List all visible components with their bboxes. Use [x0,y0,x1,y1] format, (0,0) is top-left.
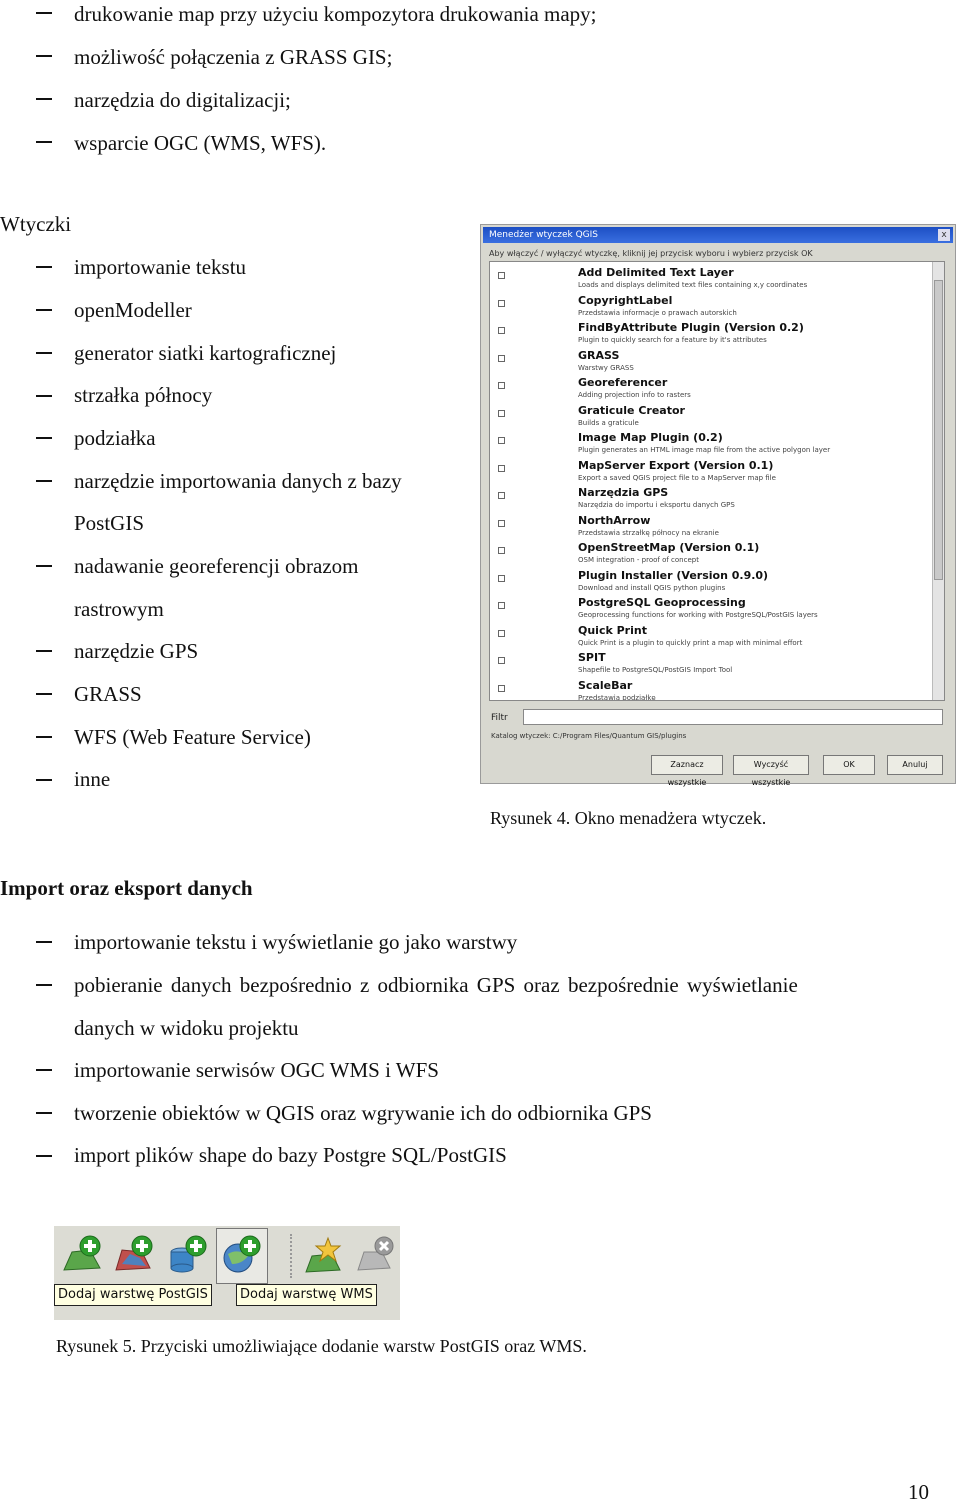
figure-caption: Rysunek 4. Okno menadżera wtyczek. [490,808,767,828]
window-description: Aby włączyć / wyłączyć wtyczkę, kliknij jej przycisk wyboru i wybierz przycisk OK [489,249,813,258]
list-item: openModeller [74,298,192,322]
close-icon[interactable]: x [938,229,950,241]
list-item: GRASS [74,682,142,706]
plugin-row[interactable] [490,596,930,624]
tooltip-add-wms: Dodaj warstwę WMS [236,1284,377,1306]
plugin-checkbox[interactable] [498,437,505,444]
list-item: importowanie tekstu i wyświetlanie go jako warstwy [74,930,518,954]
plugin-checkbox[interactable] [498,657,505,664]
bullet-dash [36,941,52,943]
qgis-toolbar [54,1226,400,1320]
plugin-checkbox[interactable] [498,602,505,609]
section-heading-import: Import oraz eksport danych [0,876,253,900]
plugin-description: Loads and displays delimited text files containing x,y coordinates [578,281,808,289]
plugin-name: MapServer Export (Version 0.1) [578,458,774,472]
list-item: pobieranie danych bezpośrednio z odbiornika GPS oraz bezpośrednie wyświetlanie [74,973,798,997]
list-item: import plików shape do bazy Postgre SQL/PostGIS [74,1143,507,1167]
plugin-name: NorthArrow [578,513,651,527]
plugin-checkbox[interactable] [498,272,505,279]
plugin-row[interactable] [490,404,930,432]
plugin-name: CopyrightLabel [578,293,673,307]
list-item: narzędzie importowania danych z bazy [74,469,402,493]
list-item: importowanie tekstu [74,255,247,279]
plugin-row[interactable] [490,321,930,349]
plugin-checkbox[interactable] [498,685,505,692]
plugin-name: Quick Print [578,623,647,637]
plugin-checkbox[interactable] [498,465,505,472]
plugin-checkbox[interactable] [498,575,505,582]
bullet-dash [36,395,52,397]
bullet-dash [36,437,52,439]
remove-layer-icon[interactable] [354,1234,398,1278]
list-item: tworzenie obiektów w QGIS oraz wgrywanie ich do odbiornika GPS [74,1101,652,1125]
plugin-row[interactable] [490,514,930,542]
new-vector-layer-icon[interactable] [302,1234,346,1278]
plugin-row[interactable] [490,651,930,679]
plugin-name: GRASS [578,348,620,362]
plugin-description: Shapefile to PostgreSQL/PostGIS Import Tool [578,666,733,674]
plugin-description: Quick Print is a plugin to quickly print a map with minimal effort [578,638,803,647]
plugin-description: Export a saved QGIS project file to a MapServer map file [578,473,776,482]
plugin-description: Builds a graticule [578,418,639,427]
plugin-row[interactable] [490,486,930,514]
plugin-name: Plugin Installer (Version 0.9.0) [578,568,769,582]
plugin-checkbox[interactable] [498,410,505,417]
plugin-description: Download and install QGIS python plugins [578,583,726,592]
plugin-name: OpenStreetMap (Version 0.1) [578,541,760,554]
bullet-dash [36,12,52,14]
list-item-continuation: PostGIS [74,511,145,535]
bullet-dash [36,55,52,57]
bullet-dash [36,779,52,781]
plugin-directory: Katalog wtyczek: C:/Program Files/Quantum GIS/plugins [491,732,687,740]
plugin-checkbox[interactable] [498,547,505,554]
plugin-checkbox[interactable] [498,520,505,527]
bullet-dash [36,736,52,738]
add-raster-layer-icon[interactable] [112,1234,156,1278]
plugin-manager-window [480,224,956,787]
plugin-row[interactable] [490,459,930,487]
plugin-row[interactable] [490,349,930,377]
scrollbar[interactable] [932,262,944,700]
bullet-dash [36,693,52,695]
plugin-description: Narzędzia do importu i eksportu danych GPS [578,501,735,509]
clear-all-button[interactable]: Wyczyść wszystkie [733,755,809,775]
list-item: generator siatki kartograficznej [74,341,337,365]
ok-button[interactable]: OK [823,755,875,775]
plugin-checkbox[interactable] [498,382,505,389]
plugin-checkbox[interactable] [498,492,505,499]
plugin-description: Plugin generates an HTML image map file from the active polygon layer [578,446,831,454]
plugin-description: OSM integration - proof of concept [578,556,699,564]
plugin-row[interactable] [490,624,930,652]
plugin-row[interactable] [490,294,930,322]
bullet-dash [36,1155,52,1157]
plugin-description: Przedstawia podziałkę [578,693,656,701]
plugin-name: Georeferencer [578,376,668,389]
plugin-checkbox[interactable] [498,630,505,637]
bullet-dash [36,266,52,268]
page-number: 10 [908,1480,929,1504]
plugin-description: Przedstawia informacje o prawach autorskich [578,308,737,317]
bullet-dash [36,309,52,311]
plugin-name: Add Delimited Text Layer [578,266,734,279]
filter-input[interactable] [523,709,943,725]
list-item: strzałka północy [74,383,213,407]
plugin-checkbox[interactable] [498,327,505,334]
plugin-name: PostgreSQL Geoprocessing [578,596,746,609]
bullet-dash [36,1069,52,1071]
section-heading-plugins: Wtyczki [0,212,72,236]
plugin-description: Plugin to quickly search for a feature by it's attributes [578,336,767,344]
plugin-row[interactable] [490,679,930,702]
plugin-row[interactable] [490,376,930,404]
plugin-name: Narzędzia GPS [578,486,669,499]
list-item: narzędzia do digitalizacji; [74,88,291,112]
toolbar-separator [290,1234,295,1278]
bullet-dash [36,480,52,482]
plugin-row[interactable] [490,266,930,294]
window-titlebar [483,227,953,243]
add-vector-layer-icon[interactable] [60,1234,104,1278]
bullet-dash [36,565,52,567]
window-title: Menedżer wtyczek QGIS [489,230,599,240]
list-item: wsparcie OGC (WMS, WFS). [74,131,327,155]
list-item: WFS (Web Feature Service) [74,725,311,749]
cancel-button[interactable]: Anuluj [887,755,943,775]
plugin-name: ScaleBar [578,678,633,692]
plugin-row[interactable] [490,541,930,569]
plugin-list [489,261,945,701]
select-all-button[interactable]: Zaznacz wszystkie [651,755,723,775]
plugin-description: Geoprocessing functions for working with PostgreSQL/PostGIS layers [578,611,818,619]
plugin-checkbox[interactable] [498,355,505,362]
bullet-dash [36,984,52,986]
figure-caption: Rysunek 5. Przyciski umożliwiające dodanie warstw PostGIS oraz WMS. [56,1336,587,1356]
list-item: importowanie serwisów OGC WMS i WFS [74,1058,439,1082]
list-item: podziałka [74,426,156,450]
plugin-description: Warstwy GRASS [578,363,634,372]
list-item-continuation: rastrowym [74,597,164,621]
list-item: narzędzie GPS [74,639,199,663]
plugin-row[interactable] [490,431,930,459]
list-item: drukowanie map przy użyciu kompozytora drukowania mapy; [74,2,597,26]
tooltip-add-postgis: Dodaj warstwę PostGIS [54,1284,212,1306]
plugin-name: Graticule Creator [578,403,685,417]
list-item: nadawanie georeferencji obrazom [74,554,359,578]
list-item: inne [74,767,111,791]
bullet-dash [36,650,52,652]
add-wms-layer-icon[interactable] [220,1234,264,1278]
plugin-description: Adding projection info to rasters [578,391,691,399]
add-postgis-layer-icon[interactable] [166,1234,210,1278]
plugin-name: Image Map Plugin (0.2) [578,431,723,444]
plugin-row[interactable] [490,569,930,597]
plugin-name: FindByAttribute Plugin (Version 0.2) [578,321,804,334]
bullet-dash [36,1112,52,1114]
filter-label: Filtr [491,713,508,723]
list-item-continuation: danych w widoku projektu [74,1016,299,1040]
list-item: możliwość połączenia z GRASS GIS; [74,45,393,69]
plugin-name: SPIT [578,651,606,664]
scrollbar-thumb[interactable] [934,280,943,580]
plugin-description: Przedstawia strzałkę północy na ekranie [578,528,719,537]
bullet-dash [36,98,52,100]
bullet-dash [36,141,52,143]
plugin-checkbox[interactable] [498,300,505,307]
bullet-dash [36,352,52,354]
